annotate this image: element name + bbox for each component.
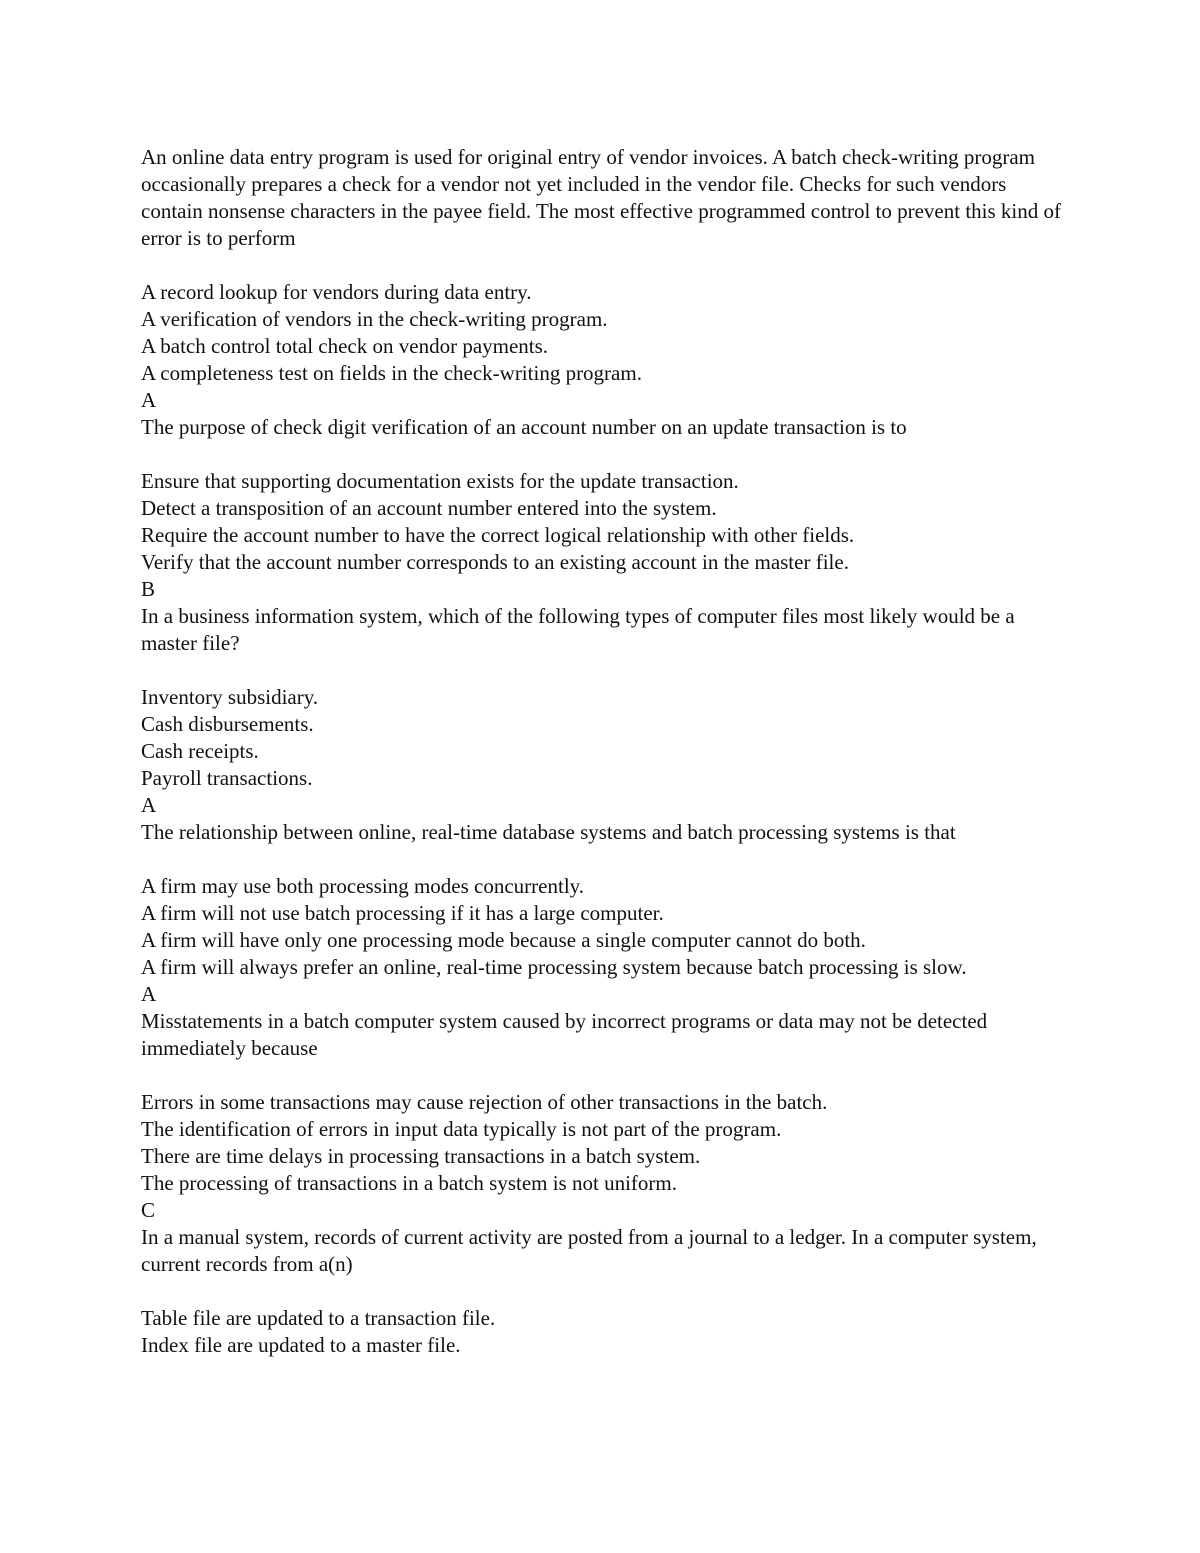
question-stem: An online data entry program is used for original entry of vendor invoices. A batch check-writing program occasionally prepares a check for a vendor not yet included in the vendor file. Checks for such vendors contain nonsense characters in the payee field. The most effective programmed control to prevent this kind of error is to perform xyxy=(141,145,1062,250)
option-item: Inventory subsidiary. xyxy=(141,685,319,709)
question-stem: The purpose of check digit verification of an account number on an update transaction is to xyxy=(141,415,907,439)
blank-line xyxy=(141,441,1066,468)
blank-line xyxy=(141,1062,1066,1089)
question-stem: In a business information system, which of the following types of computer files most likely would be a master file? xyxy=(141,604,1015,655)
option-list xyxy=(141,684,1066,792)
question-stem: The relationship between online, real-time database systems and batch processing systems is that xyxy=(141,820,956,844)
option-item: A batch control total check on vendor payments. xyxy=(141,334,549,358)
blank-line xyxy=(141,846,1066,873)
option-item: Payroll transactions. xyxy=(141,766,313,790)
option-list xyxy=(141,468,1066,576)
question-2 xyxy=(141,414,1066,603)
question-4 xyxy=(141,819,1066,1008)
answer-key: C xyxy=(141,1198,156,1222)
option-item: A verification of vendors in the check-writing program. xyxy=(141,307,608,331)
answer-key: A xyxy=(141,793,157,817)
question-3 xyxy=(141,603,1066,819)
answer-key: B xyxy=(141,577,156,601)
blank-line xyxy=(141,252,1066,279)
option-item: Ensure that supporting documentation exists for the update transaction. xyxy=(141,469,739,493)
option-item: Index file are updated to a master file. xyxy=(141,1333,461,1357)
option-list xyxy=(141,873,1066,981)
question-stem: Misstatements in a batch computer system caused by incorrect programs or data may not be detected immediately because xyxy=(141,1009,988,1060)
option-item: Cash disbursements. xyxy=(141,712,314,736)
option-item: A firm will have only one processing mode because a single computer cannot do both. xyxy=(141,928,866,952)
option-item: A firm will always prefer an online, real-time processing system because batch processing is slow. xyxy=(141,955,967,979)
option-item: There are time delays in processing transactions in a batch system. xyxy=(141,1144,701,1168)
option-item: A completeness test on fields in the check-writing program. xyxy=(141,361,642,385)
option-item: Table file are updated to a transaction file. xyxy=(141,1306,496,1330)
option-list xyxy=(141,279,1066,387)
option-item: The identification of errors in input data typically is not part of the program. xyxy=(141,1117,782,1141)
option-item: Detect a transposition of an account number entered into the system. xyxy=(141,496,717,520)
question-6 xyxy=(141,1224,1066,1359)
option-item: A record lookup for vendors during data entry. xyxy=(141,280,532,304)
answer-key: A xyxy=(141,388,157,412)
option-item: Verify that the account number corresponds to an existing account in the master file. xyxy=(141,550,849,574)
question-1 xyxy=(141,144,1066,414)
blank-line xyxy=(141,1278,1066,1305)
option-item: Cash receipts. xyxy=(141,739,259,763)
option-item: The processing of transactions in a batch system is not uniform. xyxy=(141,1171,677,1195)
option-list xyxy=(141,1305,1066,1359)
document-content xyxy=(141,144,1066,1359)
blank-line xyxy=(141,657,1066,684)
option-item: Errors in some transactions may cause rejection of other transactions in the batch. xyxy=(141,1090,828,1114)
answer-key: A xyxy=(141,982,157,1006)
option-item: A firm will not use batch processing if it has a large computer. xyxy=(141,901,664,925)
option-list xyxy=(141,1089,1066,1197)
question-5 xyxy=(141,1008,1066,1224)
option-item: Require the account number to have the correct logical relationship with other fields. xyxy=(141,523,855,547)
question-stem: In a manual system, records of current activity are posted from a journal to a ledger. In a computer system, current records from a(n) xyxy=(141,1225,1037,1276)
option-item: A firm may use both processing modes concurrently. xyxy=(141,874,585,898)
